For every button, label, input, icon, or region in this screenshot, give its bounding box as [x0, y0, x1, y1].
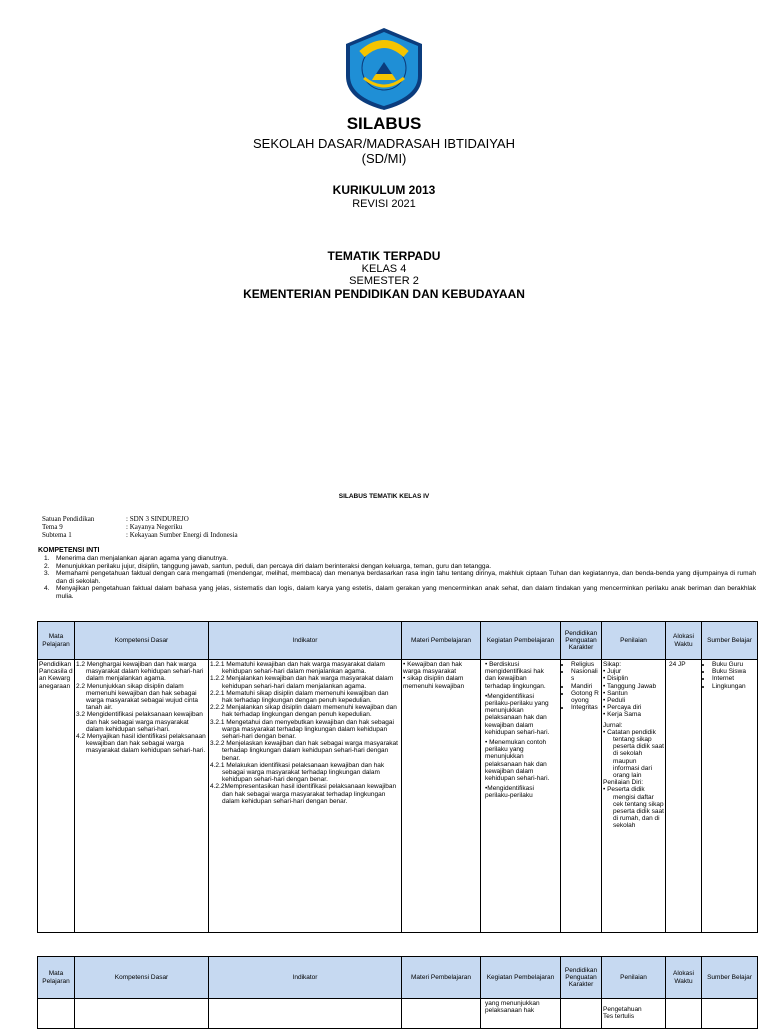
sumber-item: • Buku Guru	[712, 661, 756, 668]
ki-text: Memahami pengetahuan faktual dengan cara mengamati (mendengar, melihat, membaca) dan menanya berdasarkan rasa ingin tahu tentang dirinya, makhluk ciptaan Tuhan dan kegiatannya, dan benda-benda yang dijumpainya di rumah dan di sekolah.	[56, 570, 756, 585]
syllabus-table	[37, 621, 758, 933]
ki-text: Menyajikan pengetahuan faktual dalam bahasa yang jelas, sistematis dan logis, dalam karya yang estetis, dalam gerakan yang mencerminkan anak sehat, dan dalam tindakan yang mencerminkan perilaku anak beriman dan berakhlak mulia.	[56, 585, 756, 600]
penilaian-sikap-label: Sikap:	[603, 661, 622, 668]
header-alokasi: Alokasi Waktu	[666, 957, 702, 999]
kd-item: 2.2 Menunjukkan sikap disiplin dalam memenuhi kewajiban dan hak sebagai warga masyarakat sebagai wujud cinta tanah air.	[76, 682, 199, 712]
ki-text: Menerima dan menjalankan ajaran agama yang dianutnya.	[56, 555, 228, 562]
karakter-item: • Gotong Royong	[571, 690, 600, 704]
tut-wuri-handayani-logo	[342, 24, 426, 112]
meta-label: Tema 9	[42, 523, 63, 531]
header-sumber: Sumber Belajar	[702, 622, 758, 660]
materi-item: • sikap disiplin dalam memenuhi kewajiban	[403, 675, 465, 690]
ki-text: Menunjukkan perilaku jujur, disiplin, tanggung jawab, santun, peduli, dan percaya diri dalam berinteraksi dengan keluarga, teman, guru dan tetangga.	[56, 562, 492, 570]
table-header-row	[38, 957, 758, 999]
cell-kd	[75, 999, 209, 1029]
penilaian-item: Tes tertulis	[603, 1013, 635, 1021]
cell-sumber	[702, 999, 758, 1029]
kd-item: 1.2 Menghargai kewajiban dan hak warga masyarakat dalam kehidupan sehari-hari dalam menjalankan agama.	[76, 661, 204, 683]
header-karakter: Pendidikan Penguatan Karakter	[561, 957, 602, 999]
meta-value: : Kekayaan Sumber Energi di Indonesia	[126, 531, 238, 539]
cover-revision: REVISI 2021	[352, 198, 416, 210]
cover-semester: SEMESTER 2	[349, 275, 419, 287]
indikator-item: 3.2.2 Menjelaskan kewajiban dan hak sebagai warga masyarakat terhadap lingkungan dalam kehidupan sehari-hari dengan benar.	[210, 740, 398, 762]
table-row	[38, 999, 758, 1029]
kegiatan-item: • Menemukan contoh perilaku yang menunjukkan pelaksanaan hak dan kewajiban dalam kehidupan sehari-hari.	[485, 739, 550, 783]
penilaian-jurnal-label: Jurnal:	[603, 721, 623, 729]
cell-mapel: Pendidikan Pancasila dan Kewarganegaraan	[38, 660, 75, 933]
cell-materi	[402, 999, 481, 1029]
cell-materi	[402, 660, 481, 933]
cell-karakter	[561, 999, 602, 1029]
kd-item: 3.2 Mengidentifikasi pelaksanaan kewajiban dan hak sebagai warga masyarakat dalam kehidupan sehari-hari.	[76, 711, 203, 733]
sumber-item: • Lingkungan	[712, 683, 756, 690]
ki-item	[44, 563, 756, 571]
meta-value: : Kayanya Negeriku	[126, 523, 183, 531]
header-alokasi: Alokasi Waktu	[666, 622, 702, 660]
cell-kegiatan: yang menunjukkan pelaksanaan hak	[481, 999, 561, 1029]
ki-list	[44, 555, 756, 601]
indikator-item: 3.2.1 Mengetahui dan menyebutkan kewajiban dan hak sebagai warga masyarakat terhadap lingkungan dalam kehidupan sehari-hari dengan benar.	[210, 718, 394, 741]
cell-indikator	[209, 660, 402, 933]
meta-label: Satuan Pendidikan	[42, 515, 95, 523]
kegiatan-item: •Mengidentifikasi perilaku-perilaku yang menunjukkan pelaksanaan hak dan kewajiban dalam kehidupan sehari-hari.	[485, 692, 550, 736]
penilaian-diri-label: Penilaian Diri:	[603, 779, 644, 787]
ki-item	[44, 555, 756, 563]
kegiatan-item: • Berdiskusi mengidentifikasi hak dan kewajiban terhadap lingkungan.	[485, 661, 546, 690]
header-materi: Materi Pembelajaran	[402, 957, 481, 999]
cover-curriculum: KURIKULUM 2013	[332, 183, 436, 197]
penilaian-item: • Santun	[603, 689, 628, 697]
indikator-item: 4.2.2Mempresentasikan hasil identifikasi pelaksanaan kewajiban dan hak sebagai warga masyarakat terhadap lingkungan dalam kehidupan sehari-hari dengan benar.	[210, 783, 397, 805]
karakter-item: • Mandiri	[571, 683, 600, 690]
header-penilaian: Penilaian	[602, 622, 666, 660]
cell-penilaian	[602, 660, 666, 933]
cell-kegiatan	[481, 660, 561, 933]
meta-value: : SDN 3 SINDUREJO	[126, 515, 189, 523]
indikator-item: 1.2.1 Mematuhi kewajiban dan hak warga masyarakat dalam kehidupan sehari-hari dalam menjalankan agama.	[210, 661, 385, 676]
indikator-item: 1.2.2 Menjalankan kewajiban dan hak warga masyarakat dalam kehidupan sehari-hari dalam menjalankan agama.	[210, 675, 394, 690]
penilaian-item: • Percaya diri	[603, 704, 642, 712]
penilaian-diri: • Peserta didik mengisi daftar cek tentang sikap peserta didik saat di rumah, dan di sekolah	[603, 786, 664, 830]
header-penilaian: Penilaian	[602, 957, 666, 999]
penilaian-item: • Peduli	[603, 697, 626, 705]
cover-ministry: KEMENTERIAN PENDIDIKAN DAN KEBUDAYAAN	[243, 287, 525, 301]
penilaian-item: • Kerja Sama	[603, 711, 642, 719]
indikator-item: 2.2.1 Mematuhi sikap disiplin dalam memenuhi kewajiban dan hak terhadap lingkungan dengan penuh kepedulian.	[210, 689, 389, 705]
cell-alokasi	[666, 999, 702, 1029]
header-materi: Materi Pembelajaran	[402, 622, 481, 660]
karakter-item: • Nasionalis	[571, 668, 600, 682]
cover-title: SILABUS	[346, 114, 422, 133]
cover-school-line2: (SD/MI)	[361, 151, 407, 166]
penilaian-jurnal: • Catatan pendidik tentang sikap peserta didik saat di sekolah maupun informasi dari orang lain	[603, 728, 664, 780]
cover-school-line1: SEKOLAH DASAR/MADRASAH IBTIDAIYAH	[253, 136, 515, 151]
kegiatan-item: •Mengidentifikasi perilaku-perilaku	[485, 785, 534, 800]
cell-mapel	[38, 999, 75, 1029]
header-kegiatan: Kegiatan Pembelajaran	[481, 622, 561, 660]
header-kegiatan: Kegiatan Pembelajaran	[481, 957, 561, 999]
header-mapel: Mata Pelajaran	[38, 957, 75, 999]
meta-label: Subtema 1	[42, 531, 72, 539]
indikator-item: 4.2.1 Melakukan identifikasi pelaksanaan kewajiban dan hak sebagai warga masyarakat terhadap lingkungan dalam kehidupan sehari-hari dengan benar.	[210, 761, 385, 784]
meta-table	[42, 515, 240, 539]
cell-indikator	[209, 999, 402, 1029]
cell-penilaian	[602, 999, 666, 1029]
header-mapel: Mata Pelajaran	[38, 622, 75, 660]
ki-item	[44, 585, 756, 600]
penilaian-item: • Disiplin	[603, 675, 629, 683]
penilaian-item: • Tanggung Jawab	[603, 682, 657, 690]
ki-item	[44, 570, 756, 585]
cell-karakter	[561, 660, 602, 933]
table-header-row	[38, 622, 758, 660]
sumber-item: • Buku Siswa	[712, 668, 756, 675]
syllabus-heading: SILABUS TEMATIK KELAS IV	[338, 493, 430, 500]
header-kd: Kompetensi Dasar	[75, 957, 209, 999]
syllabus-table-continued	[37, 956, 758, 1029]
header-kd: Kompetensi Dasar	[75, 622, 209, 660]
materi-item: • Kewajiban dan hak warga masyarakat	[403, 661, 463, 676]
meta-row	[42, 523, 240, 531]
ki-num: 3.	[44, 570, 50, 578]
ki-num: 1.	[44, 555, 50, 562]
meta-row	[42, 531, 240, 539]
header-indikator: Indikator	[209, 622, 402, 660]
karakter-item: • Religius	[571, 661, 600, 668]
penilaian-item: Pengetahuan	[603, 1006, 642, 1013]
header-karakter: Pendidikan Penguatan Karakter	[561, 622, 602, 660]
sumber-item: • Internet	[712, 675, 756, 682]
ki-num: 4.	[44, 585, 50, 593]
cell-sumber	[702, 660, 758, 933]
ki-title: KOMPETENSI INTI	[38, 547, 100, 554]
penilaian-item: • Jujur	[603, 668, 622, 676]
karakter-item: • Integritas	[571, 704, 600, 711]
table-row	[38, 660, 758, 933]
kd-item: 4.2 Menyajikan hasil identifikasi pelaksanaan kewajiban dan hak sebagai warga masyarakat dalam kehidupan sehari-hari.	[76, 733, 206, 755]
header-sumber: Sumber Belajar	[702, 957, 758, 999]
cell-alokasi: 24 JP	[666, 660, 702, 933]
cover-class: KELAS 4	[361, 263, 407, 275]
cell-kd	[75, 660, 209, 933]
indikator-item: 2.2.2 Menjalankan sikap disiplin dalam memenuhi kewajiban dan hak terhadap lingkungan dengan penuh kepedulian.	[210, 704, 397, 719]
header-indikator: Indikator	[209, 957, 402, 999]
meta-row	[42, 515, 240, 523]
cover-theme-type: TEMATIK TERPADU	[327, 249, 441, 263]
ki-num: 2.	[44, 562, 50, 570]
